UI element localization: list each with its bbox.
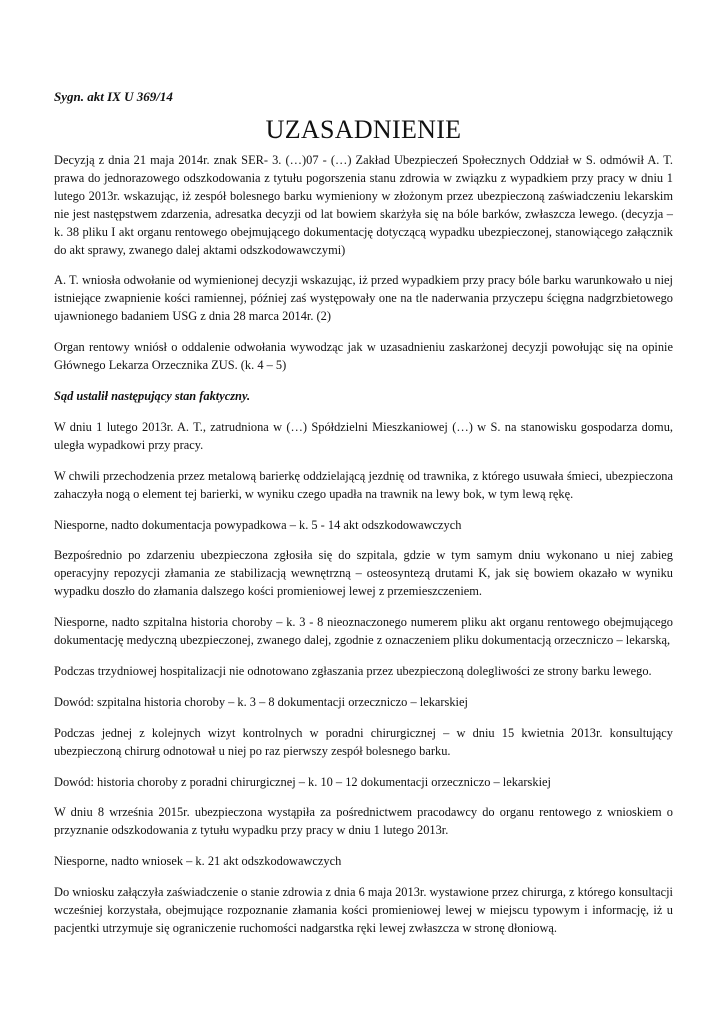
paragraph-appeal: A. T. wniosła odwołanie od wymienionej decyzji wskazując, iż przed wypadkiem przy pracy bóle barku warunkowało u niej istniejące zwapnienie kości ramiennej, później zaś występowały one na tle naderwania przyczepu ścięgna nadgrzbietowego ujawnionego badaniem USG z dnia 28 marca 2014r. (2) (54, 273, 673, 324)
paragraph-evidence-4: Dowód: historia choroby z poradni chirurgicznej – k. 10 – 12 dokumentacji orzeczniczo – lekarskiej (54, 774, 551, 789)
paragraph-follow-up: Podczas jednej z kolejnych wizyt kontrolnych w poradni chirurgicznej – w dniu 15 kwietnia 2013r. konsultujący ubezpieczoną chirurg odnotował u niej po raz pierwszy zespół bolesnego barku. (54, 725, 673, 758)
paragraph-evidence-3: Dowód: szpitalna historia choroby – k. 3 – 8 dokumentacji orzeczniczo – lekarskiej (54, 694, 468, 709)
paragraph-hospitalization: Podczas trzydniowej hospitalizacji nie odnotowano zgłaszania przez ubezpieczoną dolegliwości ze strony barku lewego. (54, 663, 652, 678)
document-title: UZASADNIENIE (265, 115, 462, 144)
paragraph-evidence-2: Niesporne, nadto szpitalna historia choroby – k. 3 - 8 nieoznaczonego numerem pliku akt organu rentowego obejmującego dokumentację medyczną ubezpieczonej, zwanego dalej, zgodnie z oznaczeniem pliku dokumentacją orzeczniczo – lekarską, (54, 615, 673, 648)
document-page (54, 88, 673, 951)
paragraph-evidence-1: Niesporne, nadto dokumentacja powypadkowa – k. 5 - 14 akt odszkodowawczych (54, 517, 462, 532)
paragraph-hospital: Bezpośrednio po zdarzeniu ubezpieczona zgłosiła się do szpitala, gdzie w tym samym dniu wykonano u niej zabieg operacyjny repozycji złamania ze stabilizacją wewnętrzną – osteosyntezą drutami K, jak się bowiem okazało w wyniku wypadku doszło do złamania dalszego kości promieniowej lewej z przemieszczeniem. (54, 548, 673, 599)
case-signature: Sygn. akt IX U 369/14 (54, 89, 173, 104)
paragraph-evidence-5: Niesporne, nadto wniosek – k. 21 akt odszkodowawczych (54, 854, 342, 869)
paragraph-response: Organ rentowy wniósł o oddalenie odwołania wywodząc jak w uzasadnieniu zaskarżonej decyzji powołując się na opinie Głównego Lekarza Orzecznika ZUS. (k. 4 – 5) (54, 340, 673, 373)
paragraph-application: W dniu 8 września 2015r. ubezpieczona wystąpiła za pośrednictwem pracodawcy do organu rentowego z wnioskiem o przyznanie odszkodowania z tytułu wypadku przy pracy w dniu 1 lutego 2013r. (54, 805, 673, 838)
paragraph-decision: Decyzją z dnia 21 maja 2014r. znak SER- 3. (…)07 - (…) Zakład Ubezpieczeń Społecznych Oddział w S. odmówił A. T. prawa do jednorazowego odszkodowania z tytułu pogorszenia stanu zdrowia w związku z wypadkiem przy pracy w dniu 1 lutego 2013r. wskazując, iż zespół bolesnego barku wymieniony w złożonym przez ubezpieczoną zaświadczeniu lekarskim nie jest następstwem zdarzenia, adresatka decyzji od lat bowiem skarżyła się na bóle barków, zwłaszcza lewego. (decyzja – k. 38 pliku I akt organu rentowego obejmującego dokumentację dotyczącą wypadku ubezpieczonej, stanowiącego załącznik do akt sprawy, zwanego dalej aktami odszkodowawczymi) (54, 153, 673, 257)
section-heading-facts: Sąd ustalił następujący stan faktyczny. (54, 388, 251, 403)
paragraph-certificate: Do wniosku załączyła zaświadczenie o stanie zdrowia z dnia 6 maja 2013r. wystawione przez chirurga, z którego konsultacji wcześniej korzystała, obejmujące rozpoznanie złamania kości promieniowej lewej w miejscu typowym i informację, iż u pacjentki utrzymuje się ograniczenie ruchomości nadgarstka ręki lewej zwłaszcza w stronę dłoniową. (54, 885, 673, 935)
paragraph-accident-details: W chwili przechodzenia przez metalową barierkę oddzielającą jezdnię od trawnika, z którego usuwała śmieci, ubezpieczona zahaczyła nogą o element tej barierki, w wyniku czego upadła na trawnik na lewy bok, w tym lewą rękę. (54, 468, 673, 501)
paragraph-accident: W dniu 1 lutego 2013r. A. T., zatrudniona w (…) Spółdzielni Mieszkaniowej (…) w S. na stanowisku gospodarza domu, uległa wypadkowi przy pracy. (54, 419, 673, 452)
